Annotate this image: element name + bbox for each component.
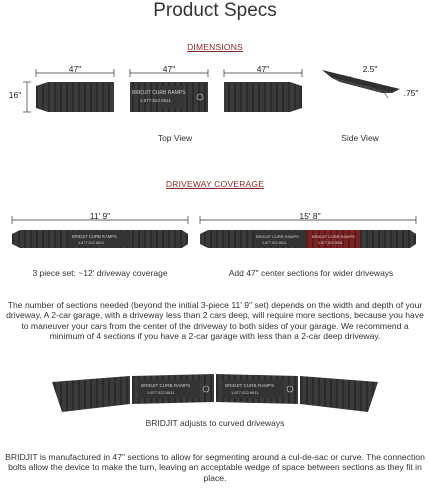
coverage-right-brand: BRIDJIT CURB RAMPS: [256, 234, 299, 239]
curved-phone-2: 1.877.522.6611: [231, 390, 259, 395]
side-top-label: 2.5": [362, 64, 378, 74]
side-view-diagram: [322, 70, 400, 98]
segmenting-paragraph: BRIDJIT is manufactured in 47" sections to allow for segmenting around a cul-de-sac or curve. The connection bolts allow the device to make the turn, leaving an acceptable wedge of space between sections as they fit in place.: [5, 452, 425, 483]
coverage-red-phone: 1.877.522.6611: [318, 241, 343, 245]
ramp-brand-text: BRIDJIT CURB RAMPS: [132, 90, 186, 96]
coverage-heading: DRIVEWAY COVERAGE: [165, 179, 265, 189]
coverage-left-brand: BRIDJIT CURB RAMPS: [72, 234, 117, 239]
side-view-caption: Side View: [341, 133, 379, 143]
width-label-1: 47": [68, 64, 82, 74]
coverage-left-caption: 3 piece set: ~12' driveway coverage: [32, 268, 168, 278]
curved-phone-1: 1.877.522.6611: [147, 390, 175, 395]
curved-ramp-diagram: [0, 372, 430, 422]
ramp-section-right: [224, 82, 302, 112]
curved-caption: BRIDJIT adjusts to curved driveways: [145, 418, 285, 428]
coverage-center-section-highlight: [306, 230, 360, 248]
coverage-diagram: [0, 206, 430, 258]
coverage-right-caption: Add 47" center sections for wider driveways: [228, 268, 394, 278]
top-view-caption: Top View: [157, 133, 193, 143]
coverage-right-phone: 1.877.522.6611: [262, 241, 287, 245]
height-label: 16": [8, 90, 22, 100]
coverage-red-brand: BRIDJIT CURB RAMPS: [312, 234, 355, 239]
side-bottom-label: .75": [403, 88, 419, 98]
coverage-left-phone: 1.877.522.6611: [78, 241, 105, 245]
sections-paragraph: The number of sections needed (beyond the initial 3-piece 11' 9" set) depends on the width and depth of your driveway. A 2-car garage, with a driveway less than 2 cars deep, will require more sections, because you have to maneuver your cars from the center of the driveway to both sides of your garage. We recommend a minimum of 4 sections if you have a 2-car garage with less than a 2-car deep driveway.: [6, 300, 424, 342]
width-label-3: 47": [256, 64, 270, 74]
coverage-left-width: 11' 9": [89, 211, 111, 221]
ramp-section-left: [36, 82, 114, 112]
page-title: Product Specs: [153, 0, 277, 21]
curved-brand-2: BRIDJIT CURB RAMPS: [225, 383, 275, 388]
coverage-right-width: 15' 8": [299, 211, 321, 221]
curved-brand-1: BRIDJIT CURB RAMPS: [141, 383, 191, 388]
dimensions-heading: DIMENSIONS: [187, 42, 243, 52]
width-label-2: 47": [162, 64, 176, 74]
ramp-phone-text: 1.877.522.6611: [140, 98, 171, 103]
